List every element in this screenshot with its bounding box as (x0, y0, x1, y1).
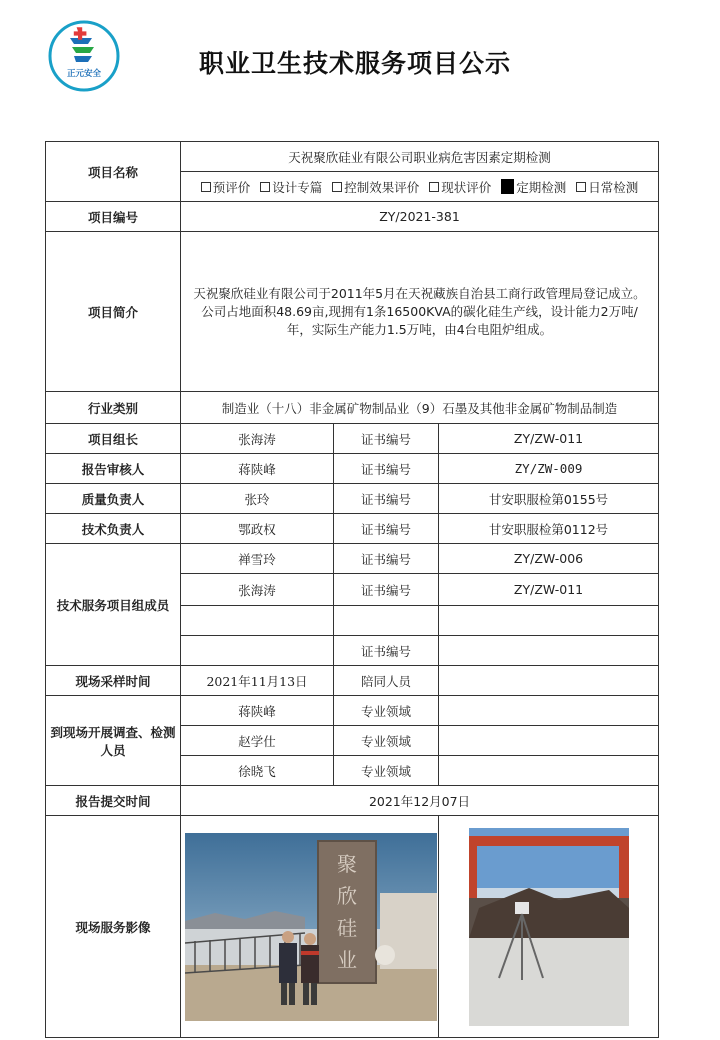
logo-text: 正元安全 (66, 69, 102, 79)
type-option[interactable]: 定期检测 (501, 178, 566, 196)
cert-label-empty (334, 606, 439, 636)
field-value (439, 756, 659, 786)
cert-label: 证书编号 (334, 636, 439, 666)
cert-label: 证书编号 (334, 544, 439, 574)
project-number-value: ZY/2021-381 (181, 202, 659, 232)
reviewer-label: 报告审核人 (46, 454, 181, 484)
stone-sign-char: 欣 (337, 883, 357, 908)
surveyor-name: 赵学仕 (181, 726, 334, 756)
surveyor-name: 徐晓飞 (181, 756, 334, 786)
industry-value: 制造业（十八）非金属矿物制品业（9）石墨及其他非金属矿物制品制造 (181, 392, 659, 424)
cert-label: 证书编号 (334, 454, 439, 484)
companion-label: 陪同人员 (334, 666, 439, 696)
project-intro-value: 天祝聚欣硅业有限公司于2011年5月在天祝藏族自治县工商行政管理局登记成立。公司占地面积48.69亩,现拥有1条16500KVA的碳化硅生产线，设计能力2万吨/年，实际生产能力1.5万吨，由4台电阻炉组成。 (181, 232, 659, 392)
member-cert: ZY/ZW-011 (439, 574, 659, 606)
member-cert: ZY/ZW-006 (439, 544, 659, 574)
checkbox-icon[interactable] (332, 182, 342, 192)
type-option[interactable]: 控制效果评价 (332, 178, 419, 196)
site-photo-equipment (469, 828, 629, 1026)
page-title: 职业卫生技术服务项目公示 (198, 49, 511, 78)
field-label: 专业领域 (334, 726, 439, 756)
sampling-time-value: 2021年11月13日 (181, 666, 334, 696)
leader-name: 张海涛 (181, 424, 334, 454)
tech-cert: 甘安职服检第0112号 (439, 514, 659, 544)
field-value (439, 696, 659, 726)
project-type-row (181, 172, 659, 202)
reviewer-cert: ZY/ZW-009 (439, 454, 659, 484)
member-cert-empty (439, 636, 659, 666)
member-name: 张海涛 (181, 574, 334, 606)
project-table (45, 141, 659, 1038)
members-label: 技术服务项目组成员 (46, 544, 181, 666)
checkbox-icon[interactable] (576, 182, 586, 192)
field-label: 专业领域 (334, 696, 439, 726)
report-submit-label: 报告提交时间 (46, 786, 181, 816)
sampling-time-label: 现场采样时间 (46, 666, 181, 696)
quality-cert: 甘安职服检第0155号 (439, 484, 659, 514)
type-option[interactable]: 设计专篇 (260, 178, 322, 196)
checkbox-icon[interactable] (429, 182, 439, 192)
checked-checkbox-icon[interactable] (501, 179, 514, 194)
site-photo-cell (439, 816, 659, 1038)
type-option[interactable]: 日常检测 (576, 178, 638, 196)
site-photo-cell (181, 816, 439, 1038)
project-name-value: 天祝聚欣硅业有限公司职业病危害因素定期检测 (181, 142, 659, 172)
leader-cert: ZY/ZW-011 (439, 424, 659, 454)
stone-sign-char: 聚 (337, 851, 357, 876)
field-label: 专业领域 (334, 756, 439, 786)
site-photo-entrance (185, 833, 437, 1021)
stone-sign-char: 业 (337, 947, 357, 972)
cert-label: 证书编号 (334, 484, 439, 514)
project-name-label: 项目名称 (46, 142, 181, 202)
checkbox-icon[interactable] (201, 182, 211, 192)
member-cert-empty (439, 606, 659, 636)
project-intro-label: 项目简介 (46, 232, 181, 392)
surveyor-name: 蒋陕峰 (181, 696, 334, 726)
report-submit-value: 2021年12月07日 (181, 786, 659, 816)
cert-label: 证书编号 (334, 574, 439, 606)
type-option[interactable]: 现状评价 (429, 178, 491, 196)
member-name-empty (181, 636, 334, 666)
tech-label: 技术负责人 (46, 514, 181, 544)
checkbox-icon[interactable] (260, 182, 270, 192)
stone-sign-char: 硅 (337, 915, 357, 940)
quality-name: 张玲 (181, 484, 334, 514)
field-value (439, 726, 659, 756)
member-name: 禅雪玲 (181, 544, 334, 574)
member-name-empty (181, 606, 334, 636)
images-label: 现场服务影像 (46, 816, 181, 1038)
industry-label: 行业类别 (46, 392, 181, 424)
tech-name: 鄂政权 (181, 514, 334, 544)
quality-label: 质量负责人 (46, 484, 181, 514)
companion-value (439, 666, 659, 696)
type-option[interactable]: 预评价 (201, 178, 251, 196)
leader-label: 项目组长 (46, 424, 181, 454)
surveyors-label: 到现场开展调查、检测人员 (46, 696, 181, 786)
project-number-label: 项目编号 (46, 202, 181, 232)
cert-label: 证书编号 (334, 424, 439, 454)
reviewer-name: 蒋陕峰 (181, 454, 334, 484)
cert-label: 证书编号 (334, 514, 439, 544)
